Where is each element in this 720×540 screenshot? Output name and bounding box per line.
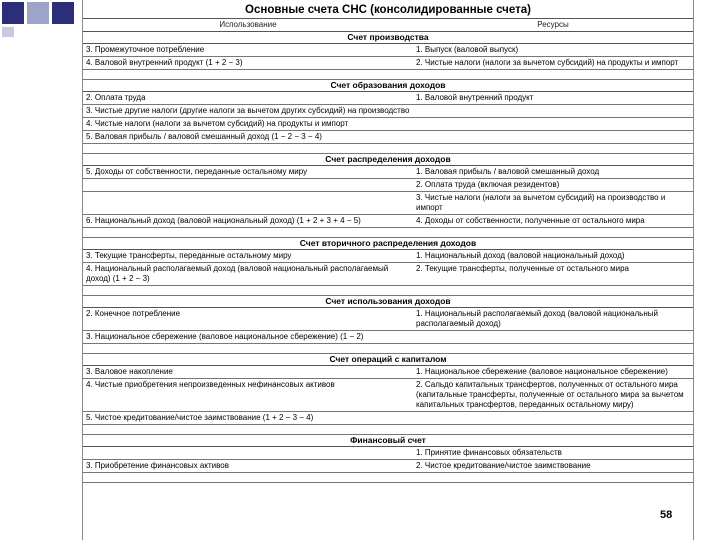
header-resources: Ресурсы <box>537 20 569 29</box>
row-resource-cell: 1. Национальное сбережение (валовое национальное сбережение) <box>416 367 668 376</box>
row-spacer <box>83 286 693 296</box>
table-row <box>83 179 693 192</box>
row-resource-cell: 1. Национальный располагаемый доход (валовой национальный располагаемый доход) <box>416 309 658 328</box>
table-row <box>83 44 693 57</box>
row-use-cell: 3. Национальное сбережение (валовое национальное сбережение) (1 − 2) <box>86 332 364 341</box>
row-resource-cell: 3. Чистые налоги (налоги за вычетом субсидий) на производство и импорт <box>416 193 666 212</box>
row-use-cell: 5. Валовая прибыль / валовой смешанный доход (1 − 2 − 3 − 4) <box>86 132 322 141</box>
table-row <box>83 331 693 344</box>
row-spacer <box>83 228 693 238</box>
row-resource-cell <box>416 131 693 143</box>
section-title: Счет образования доходов <box>83 80 693 92</box>
row-resource-cell: 1. Валовая прибыль / валовой смешанный доход <box>416 167 600 176</box>
section-title: Счет операций с капиталом <box>83 354 693 366</box>
row-spacer <box>83 70 693 80</box>
page-number: 58 <box>660 509 673 521</box>
table-row <box>83 412 693 425</box>
table-row <box>83 131 693 144</box>
table-row <box>83 250 693 263</box>
row-use-cell: 3. Промежуточное потребление <box>86 45 205 54</box>
row-resource-cell: 1. Принятие финансовых обязательств <box>416 448 562 457</box>
row-use-cell <box>83 179 416 191</box>
row-use-cell: 4. Чистые приобретения непроизведенных нефинансовых активов <box>86 380 335 389</box>
row-use-cell: 3. Текущие трансферты, переданные остальному миру <box>86 251 292 260</box>
row-use-cell: 4. Валовой внутренний продукт (1 + 2 − 3) <box>86 58 243 67</box>
row-spacer <box>83 425 693 435</box>
row-use-cell: 3. Чистые другие налоги (другие налоги за вычетом других субсидий) на производство <box>86 106 410 115</box>
table-row <box>83 460 693 473</box>
table-row <box>83 447 693 460</box>
row-resource-cell: 1. Выпуск (валовой выпуск) <box>416 45 519 54</box>
row-use-cell <box>83 447 416 459</box>
row-use-cell: 3. Валовое накопление <box>86 367 173 376</box>
section-title: Финансовый счет <box>83 435 693 447</box>
row-spacer <box>83 473 693 483</box>
row-resource-cell: 2. Сальдо капитальных трансфертов, полученных от остального мира (капитальные трансферты, полученные от остального мира за вычетом капитальных трансфертов, переданных остальному миру) <box>416 380 684 409</box>
row-resource-cell <box>416 105 693 117</box>
row-use-cell: 2. Оплата труда <box>86 93 146 102</box>
row-use-cell: 5. Чистое кредитование/чистое заимствование (1 + 2 − 3 − 4) <box>86 413 314 422</box>
row-use-cell: 4. Национальный располагаемый доход (валовой национальный располагаемый доход) (1 + 2 − 3) <box>86 264 389 283</box>
table-row <box>83 366 693 379</box>
table-row <box>83 92 693 105</box>
decorative-squares <box>0 0 80 40</box>
row-resource-cell: 1. Национальный доход (валовой национальный доход) <box>416 251 625 260</box>
row-use-cell: 5. Доходы от собственности, переданные остальному миру <box>86 167 308 176</box>
table-row <box>83 215 693 228</box>
row-spacer <box>83 144 693 154</box>
row-resource-cell: 4. Доходы от собственности, полученные от остального мира <box>416 216 645 225</box>
row-resource-cell: 2. Чистое кредитование/чистое заимствование <box>416 461 591 470</box>
table-row <box>83 263 693 286</box>
row-resource-cell: 2. Оплата труда (включая резидентов) <box>416 180 560 189</box>
row-resource-cell <box>416 118 693 130</box>
row-use-cell: 4. Чистые налоги (налоги за вычетом субсидий) на продукты и импорт <box>86 119 349 128</box>
accounts-document <box>82 0 694 540</box>
row-spacer <box>83 344 693 354</box>
section-title: Счет производства <box>83 32 693 44</box>
section-title: Счет вторичного распределения доходов <box>83 238 693 250</box>
row-resource-cell: 1. Валовой внутренний продукт <box>416 93 534 102</box>
table-row <box>83 379 693 412</box>
row-use-cell <box>83 192 416 214</box>
column-headers <box>83 18 693 32</box>
section-title: Счет распределения доходов <box>83 154 693 166</box>
row-use-cell: 6. Национальный доход (валовой национальный доход) (1 + 2 + 3 + 4 − 5) <box>86 216 361 225</box>
row-resource-cell <box>416 331 693 343</box>
accounts-sections <box>83 32 693 483</box>
row-resource-cell: 2. Чистые налоги (налоги за вычетом субсидий) на продукты и импорт <box>416 58 679 67</box>
table-row <box>83 105 693 118</box>
table-row <box>83 166 693 179</box>
row-use-cell: 3. Приобретение финансовых активов <box>86 461 229 470</box>
table-row <box>83 192 693 215</box>
table-row <box>83 308 693 331</box>
document-title: Основные счета СНС (консолидированные счета) <box>245 4 531 16</box>
header-uses: Использование <box>219 20 277 29</box>
section-title: Счет использования доходов <box>83 296 693 308</box>
table-row <box>83 118 693 131</box>
row-resource-cell <box>416 412 693 424</box>
row-use-cell: 2. Конечное потребление <box>86 309 181 318</box>
table-row <box>83 57 693 70</box>
row-resource-cell: 2. Текущие трансферты, полученные от остального мира <box>416 264 630 273</box>
